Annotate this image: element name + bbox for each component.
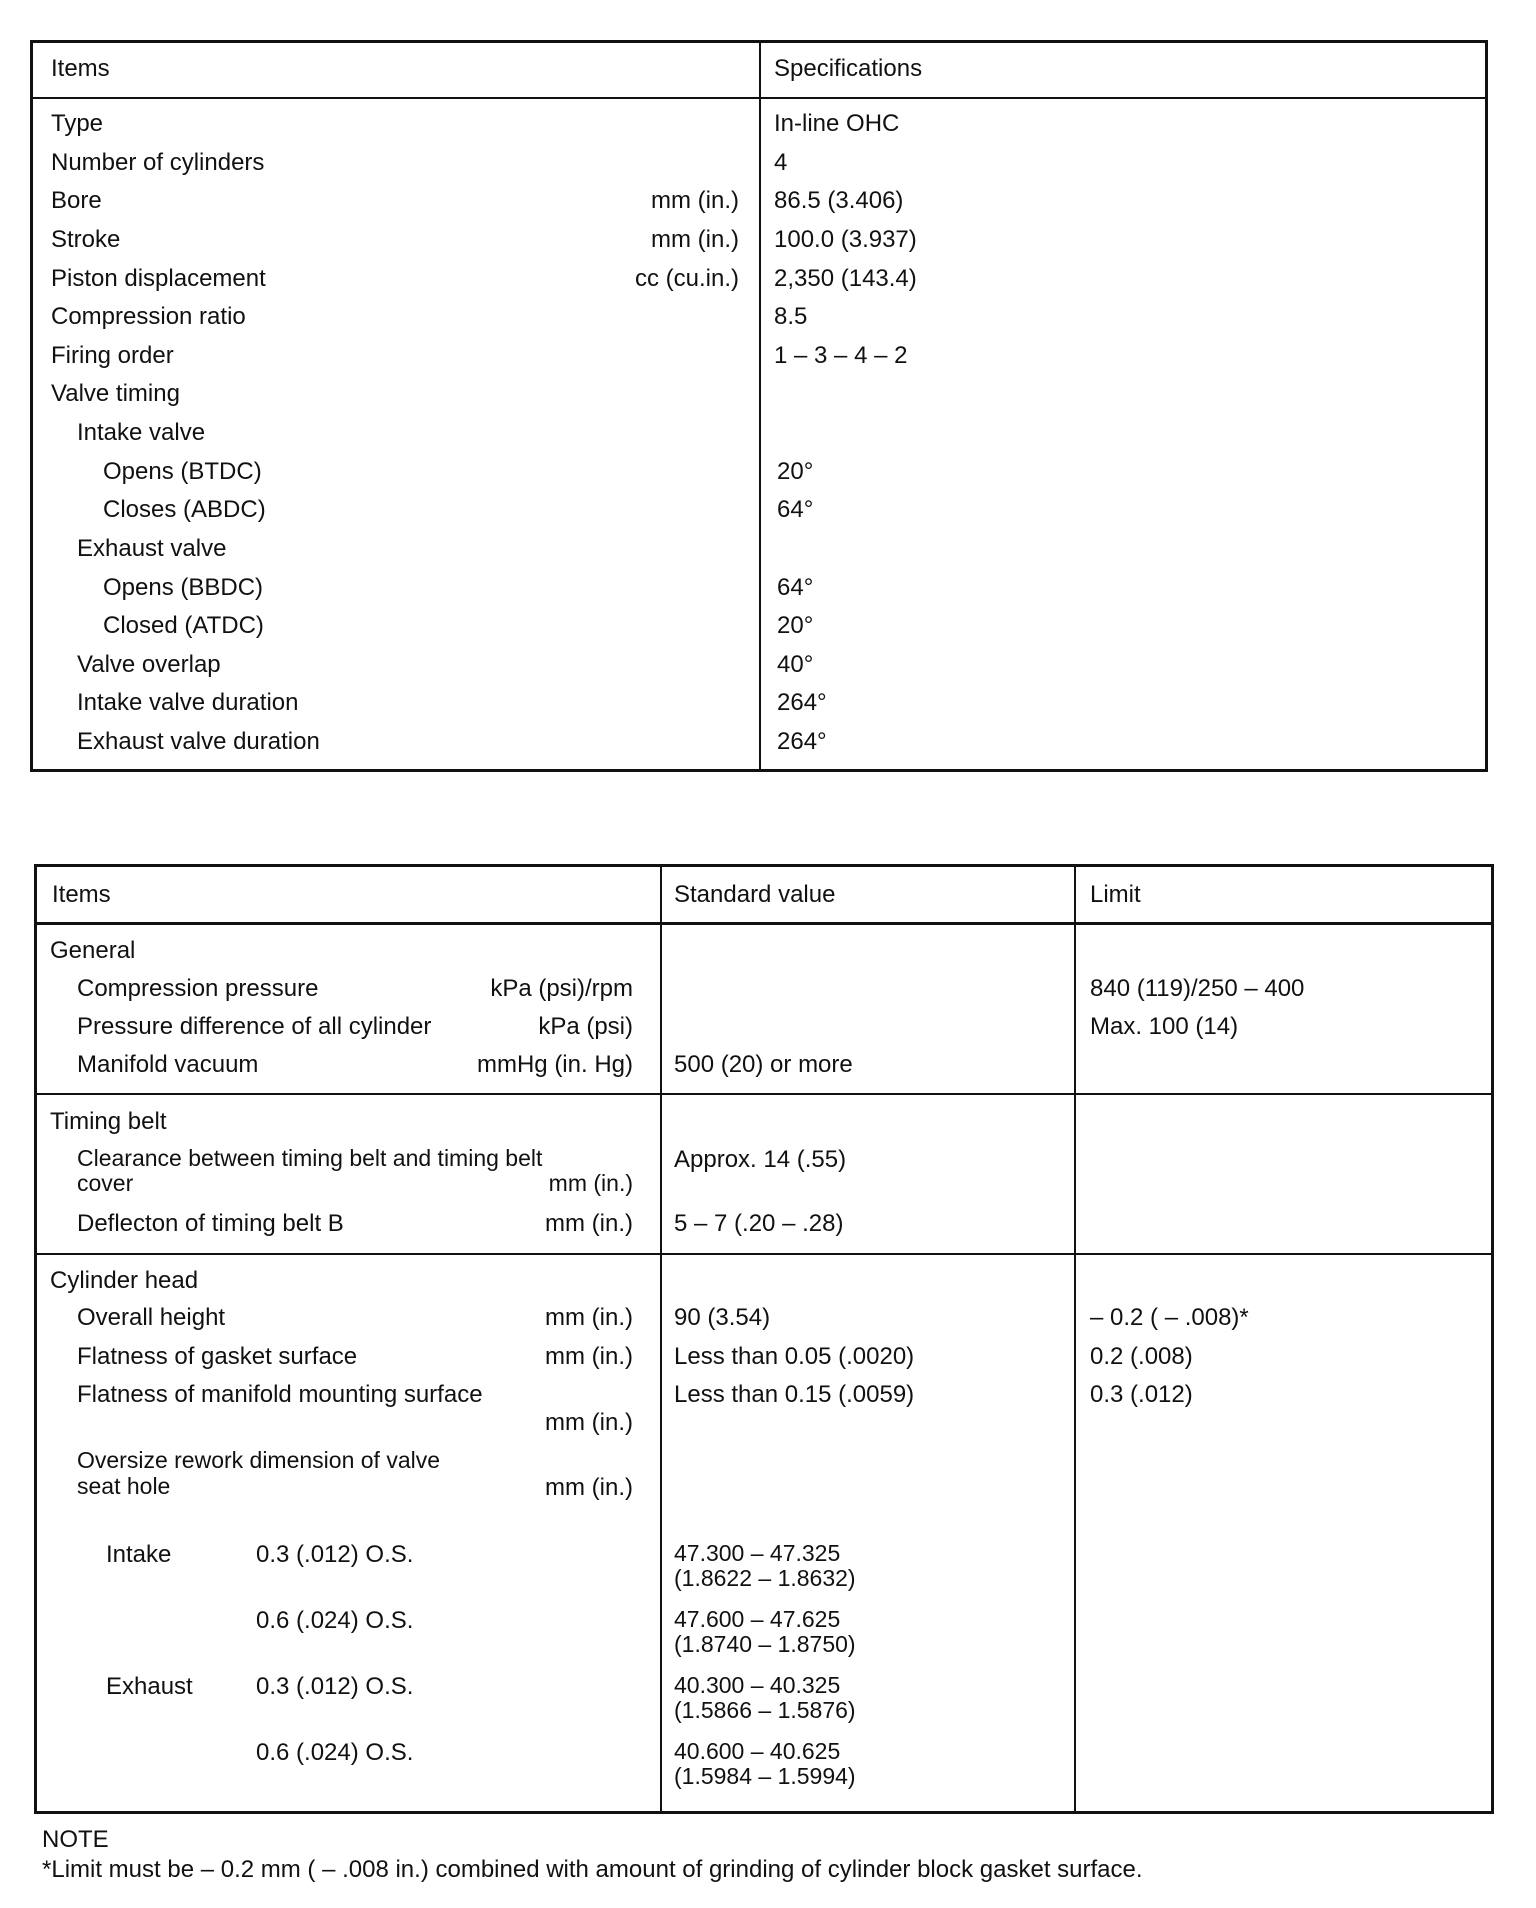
section-title-cylinder-head: Cylinder head [50,1267,199,1294]
row-limit: Max. 100 (14) [1090,1013,1239,1040]
oversize-standard-inch: (1.8740 – 1.8750) [674,1631,856,1657]
header-items: Items [52,881,111,908]
section-title-timing-belt: Timing belt [50,1108,167,1135]
oversize-label: Exhaust [106,1673,193,1700]
row-item-continued: seat hole [77,1473,171,1499]
row-item: Number of cylinders [51,149,265,176]
oversize-standard-inch: (1.5984 – 1.5994) [674,1763,856,1789]
row-item: Exhaust valve duration [77,728,320,755]
row-spec: 64° [777,496,814,523]
row-unit: mm (in.) [548,1170,633,1196]
row-standard: 500 (20) or more [674,1051,853,1078]
row-spec: 100.0 (3.937) [774,226,917,253]
oversize-standard-inch: (1.5866 – 1.5876) [674,1697,856,1723]
row-item: Overall height [77,1304,226,1331]
row-standard: 5 – 7 (.20 – .28) [674,1210,844,1237]
oversize-size: 0.3 (.012) O.S. [256,1541,414,1568]
row-unit: kPa (psi)/rpm [490,975,633,1002]
row-unit: mm (in.) [651,187,739,214]
row-item-continued: cover [77,1170,134,1196]
row-spec: 264° [777,689,827,716]
section-divider [37,1093,1491,1095]
row-unit: mm (in.) [545,1409,633,1436]
row-item: Closes (ABDC) [103,496,266,523]
note-text: *Limit must be – 0.2 mm ( – .008 in.) combined with amount of grinding of cylinder block gasket surface. [42,1856,1143,1883]
row-item: Compression ratio [51,303,246,330]
header-limit: Limit [1090,881,1141,908]
row-spec: In-line OHC [774,110,900,137]
header-divider [37,922,1491,925]
oversize-size: 0.6 (.024) O.S. [256,1607,414,1634]
oversize-standard-inch: (1.8622 – 1.8632) [674,1565,856,1591]
row-item: Flatness of gasket surface [77,1343,358,1370]
row-item: Type [51,110,104,137]
row-item: Exhaust valve [77,535,227,562]
row-limit: 840 (119)/250 – 400 [1090,975,1305,1002]
oversize-size: 0.3 (.012) O.S. [256,1673,414,1700]
row-item: Clearance between timing belt and timing belt [77,1145,543,1171]
row-item: Manifold vacuum [77,1051,259,1078]
row-item: Stroke [51,226,121,253]
row-unit: mm (in.) [545,1474,633,1501]
standard-value-table [34,864,1494,1814]
column-divider [759,43,761,769]
section-divider [37,1253,1491,1255]
oversize-standard: 40.300 – 40.325 [674,1672,841,1698]
row-unit: mm (in.) [545,1304,633,1331]
row-unit: mm (in.) [651,226,739,253]
oversize-standard: 47.300 – 47.325 [674,1540,841,1566]
row-item: Opens (BBDC) [103,574,264,601]
row-item: Compression pressure [77,975,319,1002]
row-limit: 0.3 (.012) [1090,1381,1193,1408]
row-spec: 40° [777,651,814,678]
row-item: Opens (BTDC) [103,458,262,485]
row-spec: 86.5 (3.406) [774,187,904,214]
row-item: Flatness of manifold mounting surface [77,1381,483,1408]
row-item: Oversize rework dimension of valve [77,1447,441,1473]
row-item: Intake valve duration [77,689,299,716]
header-items: Items [51,55,110,82]
row-spec: 8.5 [774,303,808,330]
row-item: Intake valve [77,419,206,446]
row-item: Piston displacement [51,265,266,292]
column-divider [660,867,662,1811]
row-item: Bore [51,187,102,214]
row-standard: Less than 0.15 (.0059) [674,1381,915,1408]
row-item: Closed (ATDC) [103,612,264,639]
oversize-label: Intake [106,1541,172,1568]
header-divider [33,97,1485,99]
row-standard: 90 (3.54) [674,1304,771,1331]
section-title-general: General [50,937,136,964]
row-item: Firing order [51,342,174,369]
oversize-size: 0.6 (.024) O.S. [256,1739,414,1766]
row-spec: 264° [777,728,827,755]
row-item: Valve overlap [77,651,221,678]
row-unit: mmHg (in. Hg) [476,1051,633,1078]
row-limit: 0.2 (.008) [1090,1343,1193,1370]
oversize-standard: 47.600 – 47.625 [674,1606,841,1632]
row-spec: 64° [777,574,814,601]
row-spec: 1 – 3 – 4 – 2 [774,342,908,369]
column-divider [1074,867,1076,1811]
row-spec: 20° [777,458,814,485]
row-standard: Less than 0.05 (.0020) [674,1343,915,1370]
header-standard-value: Standard value [674,881,836,908]
row-standard: Approx. 14 (.55) [674,1146,847,1173]
row-spec: 20° [777,612,814,639]
row-spec: 4 [774,149,788,176]
specifications-table [30,40,1488,772]
row-item: Valve timing [51,380,180,407]
row-item: Pressure difference of all cylinder [77,1013,432,1040]
row-unit: kPa (psi) [538,1013,633,1040]
oversize-standard: 40.600 – 40.625 [674,1738,841,1764]
row-unit: cc (cu.in.) [634,265,739,292]
note-title: NOTE [42,1826,109,1853]
row-unit: mm (in.) [545,1210,633,1237]
row-unit: mm (in.) [545,1343,633,1370]
header-specifications: Specifications [774,55,923,82]
row-item: Deflecton of timing belt B [77,1210,344,1237]
row-limit: – 0.2 ( – .008)* [1090,1304,1249,1331]
row-spec: 2,350 (143.4) [774,265,917,292]
